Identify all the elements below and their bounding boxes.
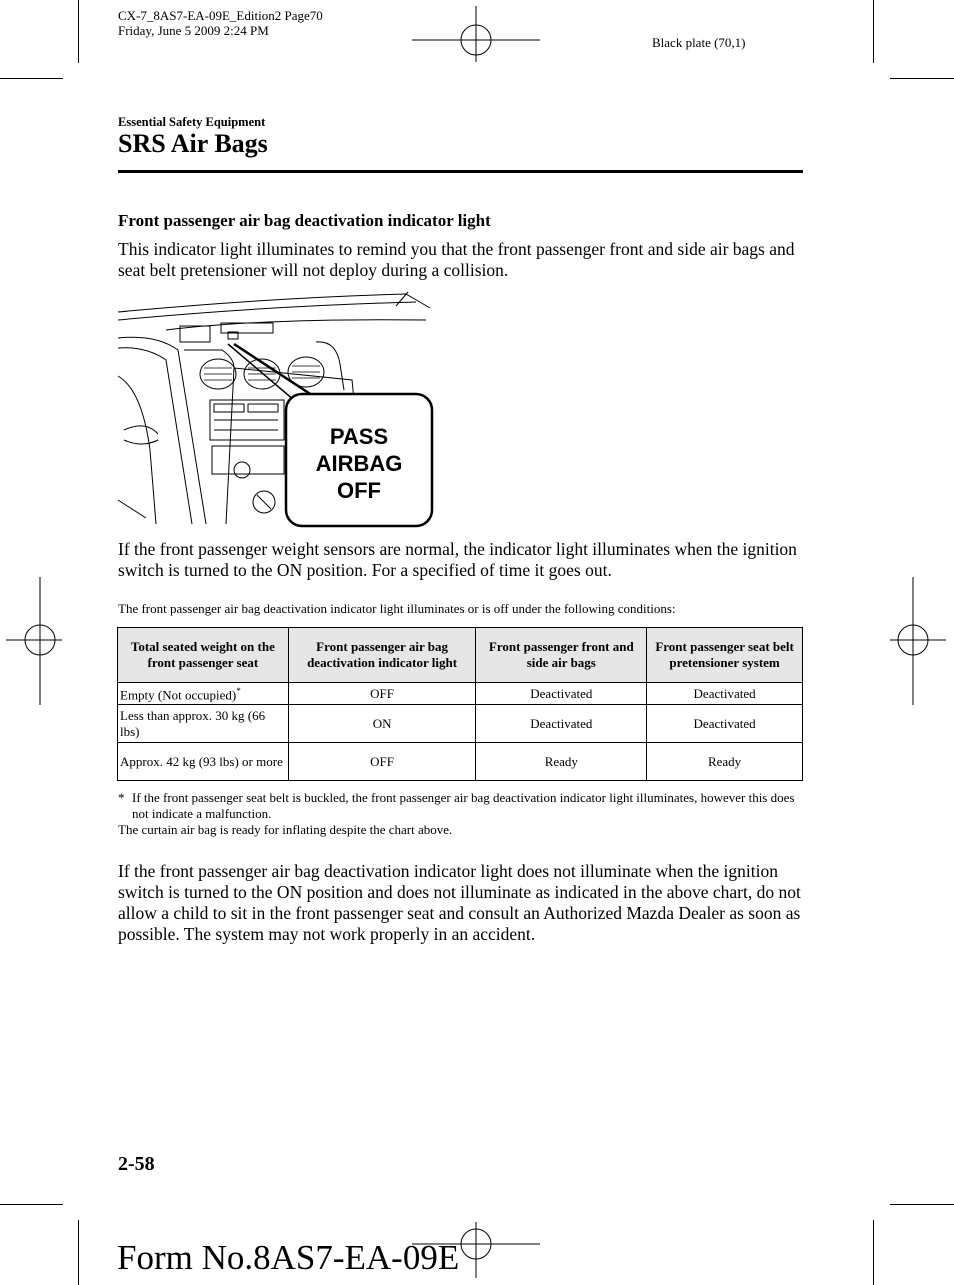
cell-pretensioner: Deactivated [647, 705, 803, 743]
indicator-line-2: AIRBAG [315, 451, 403, 476]
footnote-mark: * [236, 686, 241, 697]
cell-indicator: OFF [288, 743, 476, 781]
table-header-row [118, 628, 803, 683]
curtain-note: The curtain air bag is ready for inflating despite the chart above. [118, 822, 453, 837]
print-datetime: Friday, June 5 2009 2:24 PM [118, 23, 269, 38]
footnote [118, 790, 808, 822]
footnote-asterisk: * [118, 790, 125, 805]
footnote-text: If the front passenger seat belt is buckled, the front passenger air bag deactivation indicator light illuminates, however this does not indicate a malfunction. [132, 790, 795, 821]
sensor-paragraph: If the front passenger weight sensors are normal, the indicator light illuminates when the ignition switch is turned to the ON position. For a specified of time it goes out. [118, 539, 797, 580]
plate-label: Black plate (70,1) [652, 35, 746, 50]
cell-pretensioner: Ready [647, 743, 803, 781]
header-pretensioner: Front passenger seat belt pretensioner system [647, 628, 803, 683]
cell-weight: Approx. 42 kg (93 lbs) or more [118, 743, 289, 781]
intro-paragraph: This indicator light illuminates to remind you that the front passenger front and side air bags and seat belt pretensioner will not deploy during a collision. [118, 239, 795, 280]
page-number: 2-58 [118, 1153, 155, 1175]
cell-airbags: Ready [476, 743, 647, 781]
indicator-line-3: OFF [337, 478, 381, 503]
dashboard-illustration [116, 290, 436, 530]
section-label: Essential Safety Equipment [118, 115, 266, 129]
table-row [118, 683, 803, 705]
subheading: Front passenger air bag deactivation indicator light [118, 211, 491, 230]
table-intro: The front passenger air bag deactivation indicator light illuminates or is off under the following conditions: [118, 601, 676, 616]
title-rule [118, 170, 803, 173]
cell-indicator: ON [288, 705, 476, 743]
page-title: SRS Air Bags [118, 129, 268, 158]
cell-airbags: Deactivated [476, 705, 647, 743]
cell-pretensioner: Deactivated [647, 683, 803, 705]
conditions-table [117, 627, 803, 781]
cell-weight: Less than approx. 30 kg (66 lbs) [118, 705, 289, 743]
header-airbags: Front passenger front and side air bags [476, 628, 647, 683]
cell-weight: Empty (Not occupied) [120, 687, 237, 703]
doc-id: CX-7_8AS7-EA-09E_Edition2 Page70 [118, 8, 323, 23]
form-number: Form No.8AS7-EA-09E [117, 1238, 460, 1277]
table-row [118, 705, 803, 743]
header-weight: Total seated weight on the front passenger seat [118, 628, 289, 683]
indicator-line-1: PASS [329, 424, 389, 449]
table-row [118, 743, 803, 781]
header-indicator: Front passenger air bag deactivation indicator light [288, 628, 476, 683]
warning-paragraph: If the front passenger air bag deactivation indicator light does not illuminate when the ignition switch is turned to the ON position and does not illuminate as indicated in the above chart, do not allow a child to sit in the front passenger seat and consult an Authorized Mazda Dealer as soon as possible. The system may not work properly in an accident. [118, 861, 801, 944]
cell-airbags: Deactivated [476, 683, 647, 705]
cell-indicator: OFF [288, 683, 476, 705]
